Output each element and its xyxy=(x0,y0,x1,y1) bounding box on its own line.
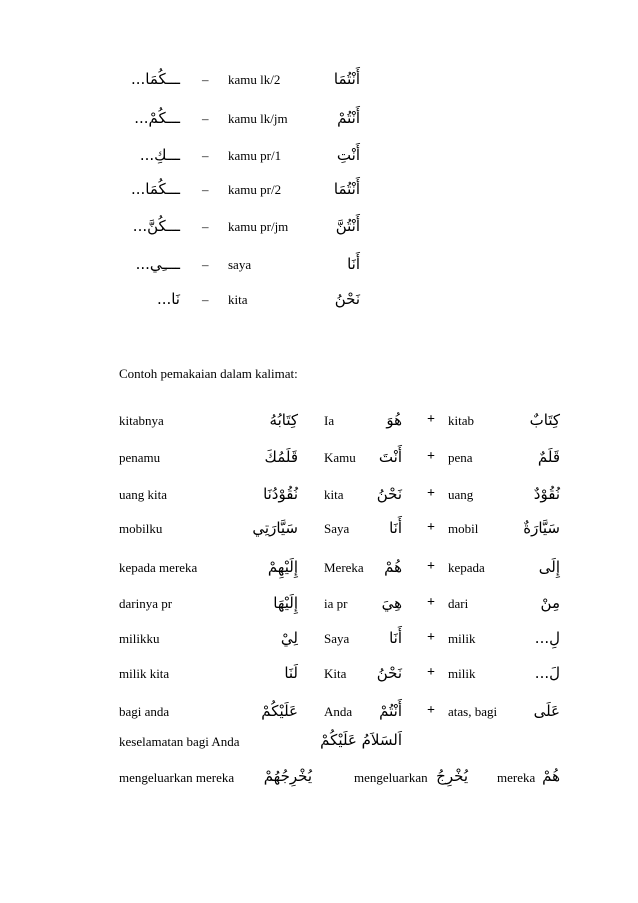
example-meaning: penamu xyxy=(119,450,161,465)
plus-sign: + xyxy=(427,486,435,501)
last-row-verb-label: mengeluarkan xyxy=(354,770,428,785)
example-pronoun-label: kita xyxy=(324,487,344,502)
example-word-arabic: لِ... xyxy=(534,629,560,647)
example-meaning: mobilku xyxy=(119,521,163,536)
example-arabic: إِلَيْهَا xyxy=(273,594,298,612)
last-row-pron-arabic: هُمْ xyxy=(542,767,560,785)
example-pronoun-arabic: هُوَ xyxy=(386,411,402,429)
plus-sign: + xyxy=(427,520,435,535)
example-pronoun-label: Ia xyxy=(324,413,335,428)
example-arabic: كِتَابُهُ xyxy=(269,411,298,429)
pronoun-suffix: ــــِي... xyxy=(135,255,180,273)
pronoun-arabic: أَنْتِ xyxy=(336,146,360,164)
example-meaning: bagi anda xyxy=(119,704,170,719)
pronoun-arabic: أَنْتُمَا xyxy=(333,180,360,198)
example-pronoun-label: Mereka xyxy=(324,560,364,575)
example-pronoun-arabic: هِيَ xyxy=(381,594,402,612)
pronoun-meaning: kita xyxy=(228,292,248,307)
pronoun-arabic: أَنَا xyxy=(347,255,360,273)
example-pronoun-label: Kita xyxy=(324,666,347,681)
pronoun-dash: – xyxy=(202,219,209,234)
example-word-label: kitab xyxy=(448,413,474,428)
plus-sign: + xyxy=(427,630,435,645)
pronoun-arabic: أَنْتُنَّ xyxy=(335,217,360,235)
example-pronoun-label: ia pr xyxy=(324,596,348,611)
example-word-label: atas, bagi xyxy=(448,704,498,719)
pronoun-dash: – xyxy=(202,292,209,307)
example-word-label: uang xyxy=(448,487,474,502)
example-pronoun-arabic: نَحْنُ xyxy=(376,485,402,503)
pronoun-meaning: kamu pr/2 xyxy=(228,182,282,197)
pronoun-dash: – xyxy=(202,182,209,197)
pronoun-suffix: ـــكُمَا... xyxy=(130,180,180,198)
example-meaning: milik kita xyxy=(119,666,170,681)
pronoun-meaning: saya xyxy=(228,257,252,272)
example-word-label: pena xyxy=(448,450,473,465)
pronoun-meaning: kamu pr/jm xyxy=(228,219,289,234)
example-pronoun-arabic: هُمْ xyxy=(384,558,402,576)
plus-sign: + xyxy=(427,665,435,680)
plus-sign: + xyxy=(427,449,435,464)
greeting-meaning: keselamatan bagi Anda xyxy=(119,734,240,749)
pronoun-meaning: kamu lk/2 xyxy=(228,72,281,87)
last-row-arabic: يُخْرِجُهُمْ xyxy=(263,767,312,785)
example-word-arabic: إِلَى xyxy=(538,558,560,576)
example-word-arabic: عَلَى xyxy=(533,702,560,720)
example-word-arabic: لَ... xyxy=(534,664,560,682)
pronoun-arabic: أَنْتُمْ xyxy=(337,109,360,127)
pronoun-suffix: ـــكُمْ... xyxy=(134,109,180,127)
example-meaning: kitabnya xyxy=(119,413,164,428)
example-pronoun-label: Saya xyxy=(324,631,350,646)
example-word-label: mobil xyxy=(448,521,479,536)
example-pronoun-label: Anda xyxy=(324,704,353,719)
example-arabic: إِلَيْهِمْ xyxy=(267,558,298,576)
pronoun-suffix: ـــكُنَّ... xyxy=(132,217,180,235)
pronoun-dash: – xyxy=(202,257,209,272)
example-word-arabic: قَلَمٌ xyxy=(537,448,560,466)
pronoun-meaning: kamu pr/1 xyxy=(228,148,282,163)
pronoun-meaning: kamu lk/jm xyxy=(228,111,288,126)
example-word-arabic: كِتَابٌ xyxy=(529,411,560,429)
example-arabic: لَنَا xyxy=(284,664,298,682)
example-meaning: milikku xyxy=(119,631,160,646)
example-word-arabic: سَيَّارَةٌ xyxy=(523,519,560,537)
example-meaning: kepada mereka xyxy=(119,560,198,575)
plus-sign: + xyxy=(427,412,435,427)
example-arabic: عَلَيْكُمْ xyxy=(261,702,298,720)
pronoun-suffix: ـــكُمَا... xyxy=(130,70,180,88)
example-pronoun-label: Saya xyxy=(324,521,350,536)
plus-sign: + xyxy=(427,703,435,718)
example-word-label: kepada xyxy=(448,560,485,575)
pronoun-dash: – xyxy=(202,72,209,87)
greeting-arabic: اَلسَلاَمُ عَلَيْكُمْ xyxy=(320,731,402,749)
example-arabic: قَلَمُكَ xyxy=(264,448,298,466)
pronoun-suffix: ـــكِ... xyxy=(139,146,180,164)
plus-sign: + xyxy=(427,595,435,610)
example-arabic: نُقُوْدُنَا xyxy=(263,485,298,503)
last-row-pron-label: mereka xyxy=(497,770,536,785)
example-word-label: milik xyxy=(448,666,476,681)
pronoun-arabic: أَنْتُمَا xyxy=(333,70,360,88)
example-pronoun-arabic: أَنَا xyxy=(389,519,402,537)
last-row-verb-arabic: يُخْرِجُ xyxy=(436,767,468,785)
pronoun-dash: – xyxy=(202,148,209,163)
pronoun-suffix: نَا... xyxy=(156,290,180,308)
example-word-arabic: نُقُوْدٌ xyxy=(533,485,560,503)
section-heading: Contoh pemakaian dalam kalimat: xyxy=(119,366,298,381)
example-word-label: milik xyxy=(448,631,476,646)
example-pronoun-arabic: نَحْنُ xyxy=(376,664,402,682)
example-word-label: dari xyxy=(448,596,469,611)
pronoun-arabic: نَحْنُ xyxy=(334,290,360,308)
example-pronoun-label: Kamu xyxy=(324,450,356,465)
example-pronoun-arabic: أَنْتُمْ xyxy=(379,702,402,720)
last-row-meaning: mengeluarkan mereka xyxy=(119,770,235,785)
pronoun-dash: – xyxy=(202,111,209,126)
example-word-arabic: مِنْ xyxy=(540,594,560,612)
example-meaning: darinya pr xyxy=(119,596,173,611)
example-pronoun-arabic: أَنَا xyxy=(389,629,402,647)
plus-sign: + xyxy=(427,559,435,574)
example-meaning: uang kita xyxy=(119,487,168,502)
example-arabic: لِيْ xyxy=(280,629,298,647)
example-arabic: سَيَّارَتِي xyxy=(252,519,298,537)
example-pronoun-arabic: أَنْتَ xyxy=(378,448,402,466)
